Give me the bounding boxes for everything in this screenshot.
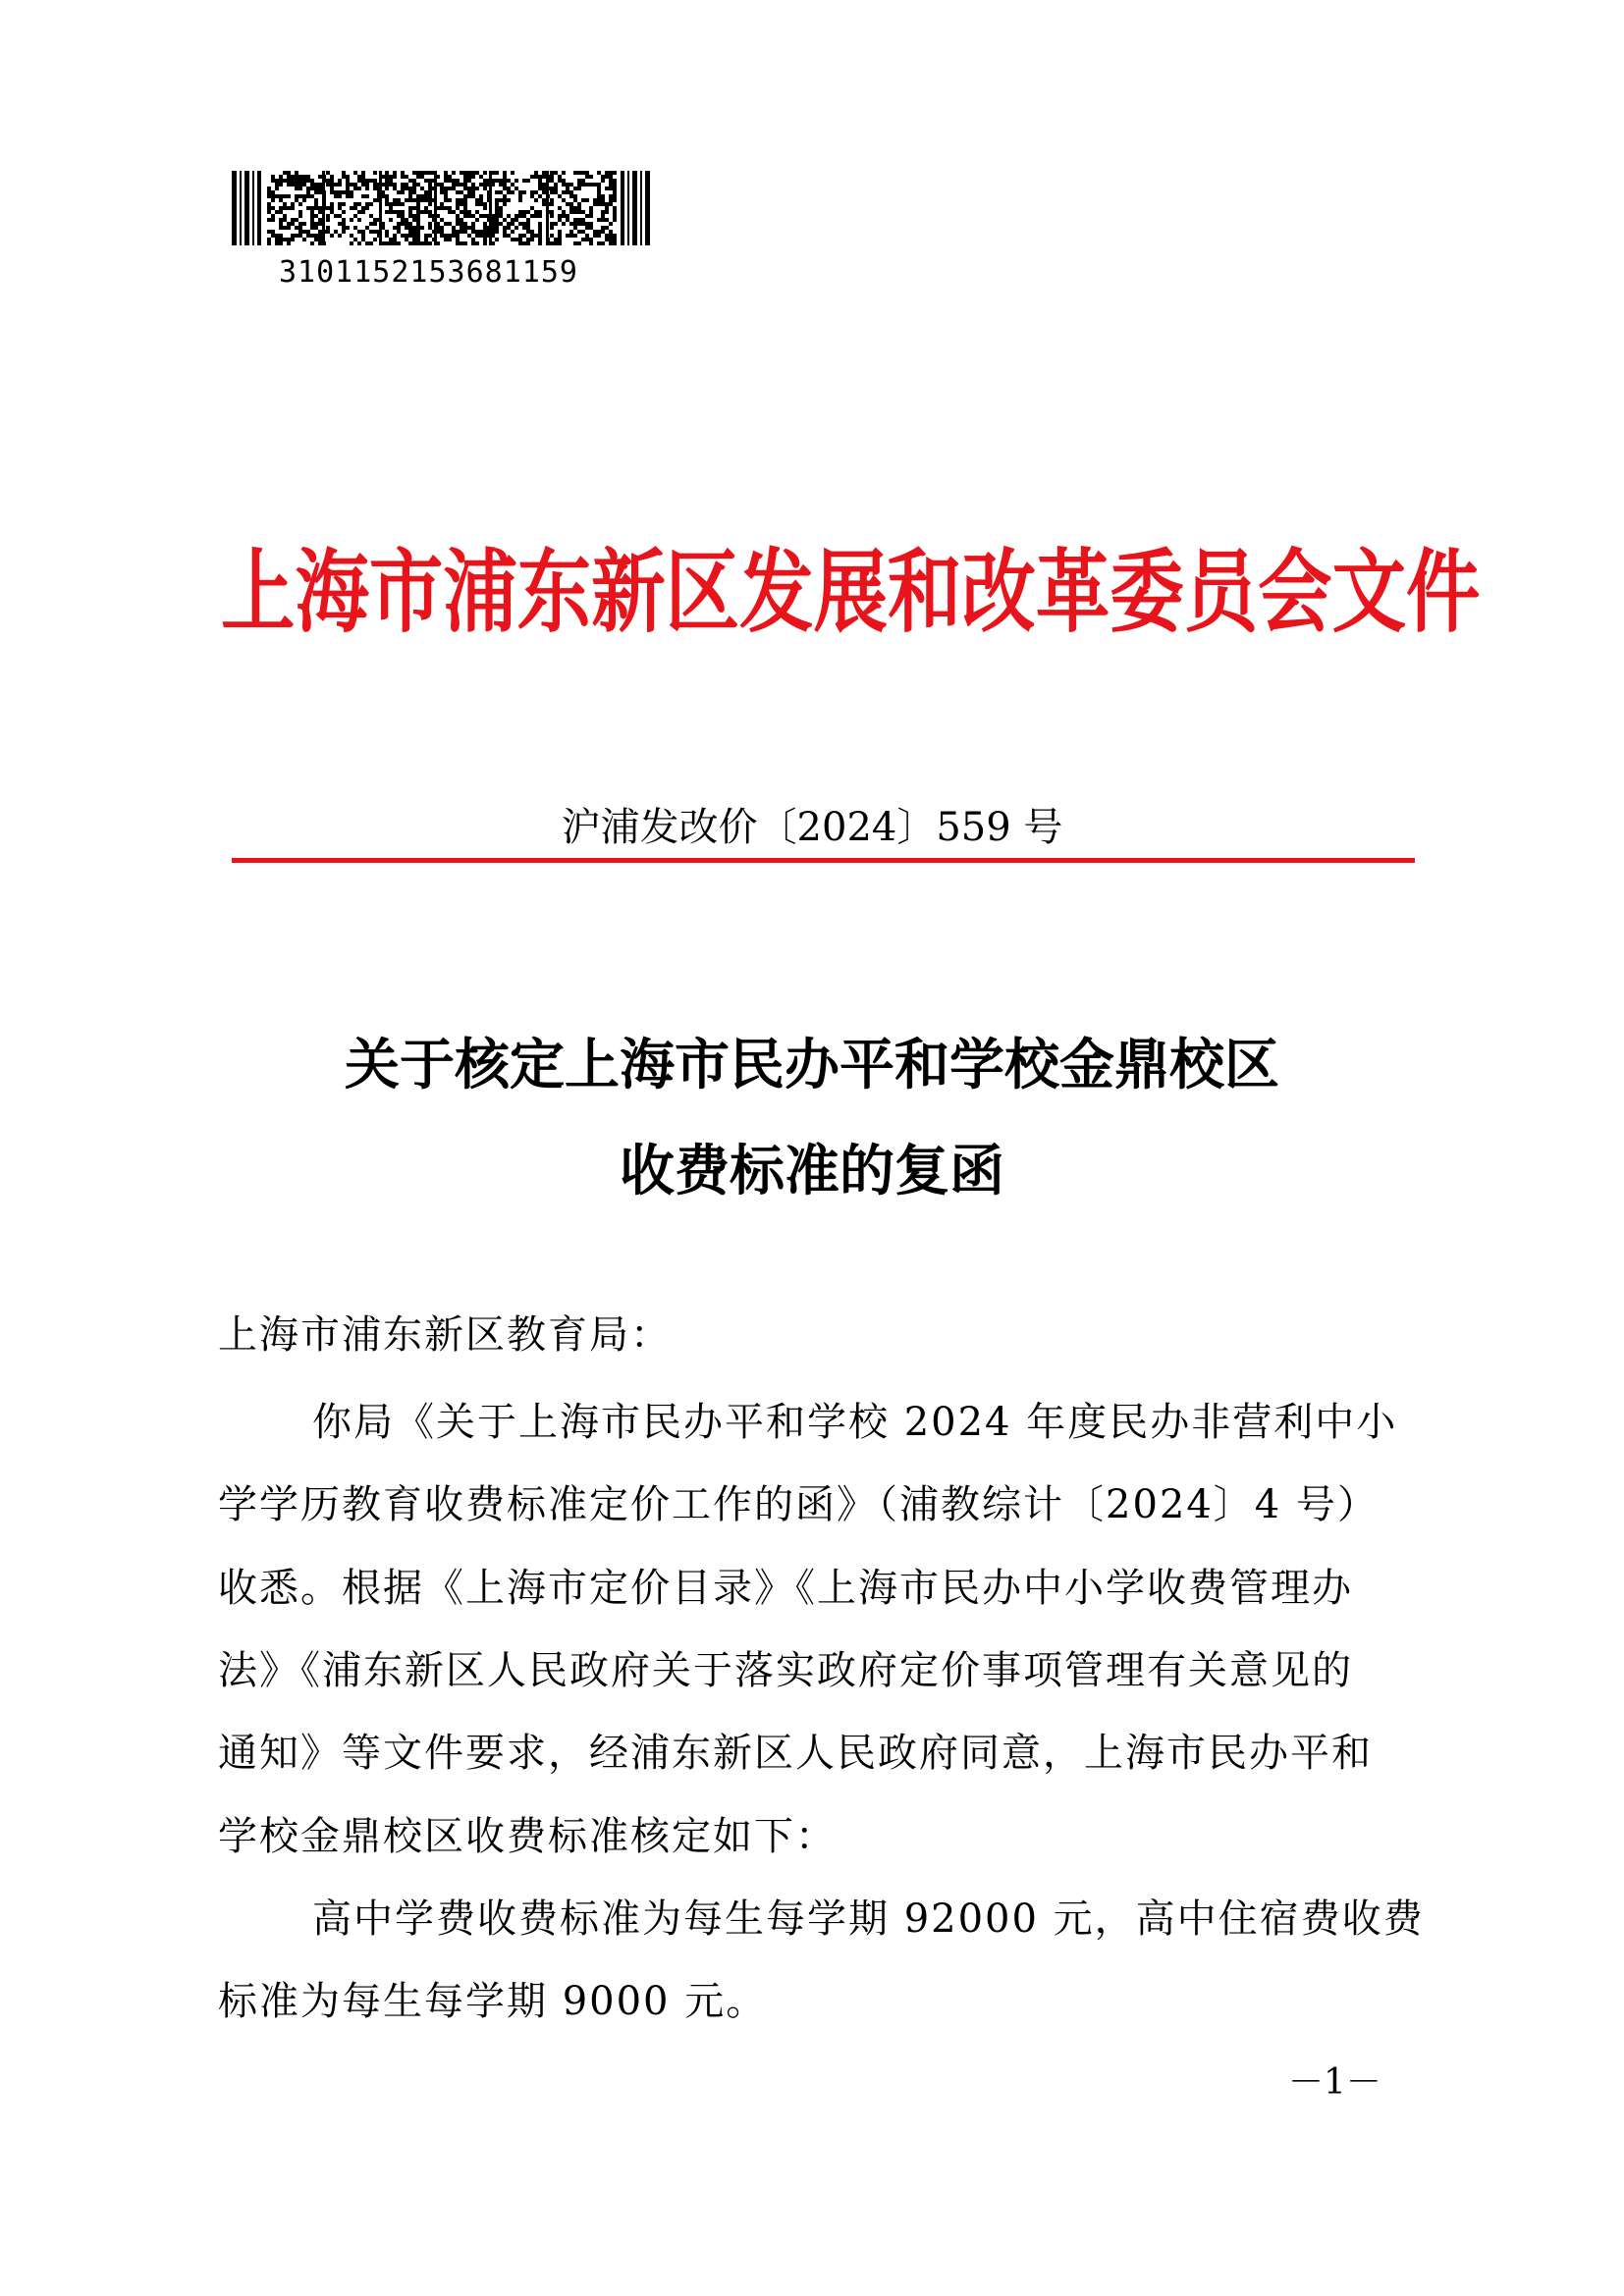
page-number: －1－ — [1288, 2062, 1381, 2103]
body-line: 学学历教育收费标准定价工作的函》（浦教综计〔2024〕4 号） — [218, 1482, 1379, 1527]
body-line: 通知》等文件要求，经浦东新区人民政府同意，上海市民办平和 — [218, 1731, 1373, 1776]
barcode-number: 3101152153681159 — [279, 255, 578, 290]
body-line: 收悉。根据《上海市定价目录》《上海市民办中小学收费管理办 — [218, 1566, 1353, 1611]
document-number: 沪浦发改价〔2024〕559 号 — [561, 805, 1063, 850]
barcode — [232, 171, 650, 290]
barcode-pattern — [267, 171, 617, 245]
subject-title-line-2: 收费标准的复函 — [620, 1139, 1004, 1203]
body-line: 高中学费收费标准为每生每学期 92000 元，高中住宿费收费 — [312, 1896, 1425, 1942]
red-divider-line — [232, 858, 1415, 863]
body-line: 标准为每生每学期 9000 元。 — [218, 1979, 768, 2024]
issuer-title: 上海市浦东新区发展和改革委员会文件 — [221, 539, 1481, 645]
body-line: 法》《浦东新区人民政府关于落实政府定价事项管理有关意见的 — [218, 1648, 1353, 1693]
barcode-graphic — [232, 171, 650, 245]
body-line: 你局《关于上海市民办平和学校 2024 年度民办非营利中小 — [312, 1400, 1398, 1445]
body-line: 学校金鼎校区收费标准核定如下： — [218, 1814, 837, 1859]
recipient: 上海市浦东新区教育局： — [218, 1312, 672, 1358]
subject-title-line-1: 关于核定上海市民办平和学校金鼎校区 — [345, 1033, 1279, 1097]
